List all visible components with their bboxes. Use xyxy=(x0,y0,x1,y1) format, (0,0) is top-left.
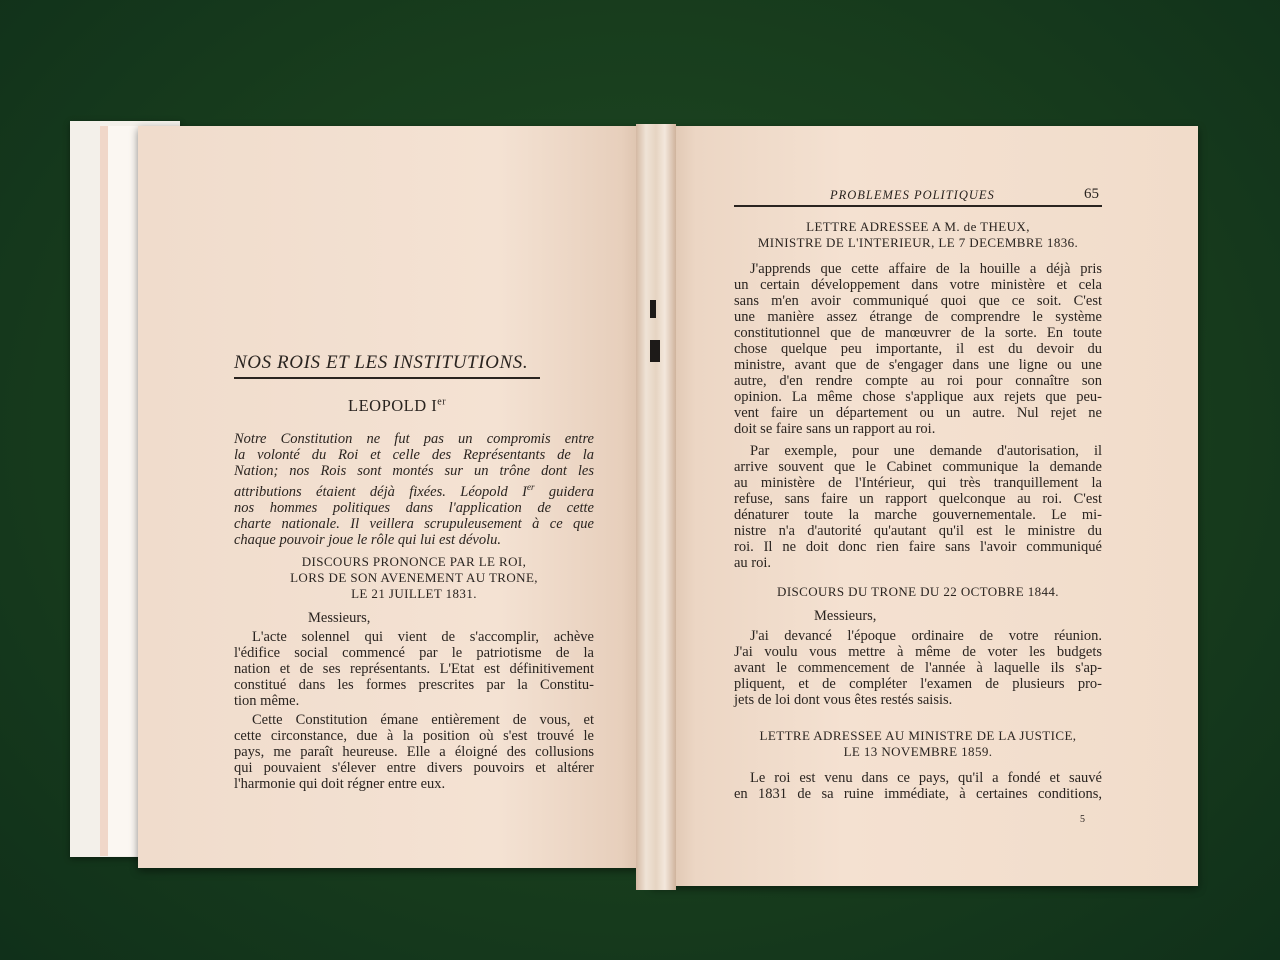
letter1b-line: roi. Il ne doit donc rien faire sans l'avoir communiqué xyxy=(734,539,1102,555)
intro-line: charte nationale. Il veillera scrupuleusement à ce que xyxy=(234,515,594,532)
letter1-line: constitutionnel que de manœuvrer de la sorte. En toute xyxy=(734,325,1102,341)
speech2-line: pliquent, et de compléter l'examen de plusieurs pro- xyxy=(734,676,1102,692)
letter1-paragraph-2 xyxy=(734,443,1102,571)
gutter-mark xyxy=(650,300,656,318)
letter1b-line: refuse, sans faire un rapport quelconque au roi. C'est xyxy=(734,491,1102,507)
speech2-line: J'ai voulu vous mettre à même de voter les budgets xyxy=(734,644,1102,660)
book-spine xyxy=(636,124,676,890)
speech-heading xyxy=(234,554,594,602)
letter1b-line: dénaturer toute la marche gouvernementale. Le mi- xyxy=(734,507,1102,523)
king-suffix: er xyxy=(437,396,447,408)
letter1-line: une manière assez étrange de comprendre le système xyxy=(734,309,1102,325)
letter1-line: ministre, avant que de s'engager dans une ligne ou une xyxy=(734,357,1102,373)
para2-line: Cette Constitution émane entièrement de vous, et xyxy=(252,712,594,728)
letter1-line: un certain développement dans votre ministère et cela xyxy=(734,277,1102,293)
intro-line: chaque pouvoir joue le rôle qui lui est dévolu. xyxy=(234,531,501,548)
intro-paragraph xyxy=(234,431,594,548)
king-heading xyxy=(348,396,446,416)
right-page xyxy=(652,126,1198,886)
king-name: LEOPOLD I xyxy=(348,396,438,415)
speech-heading-line: LORS DE SON AVENEMENT AU TRONE, xyxy=(290,570,538,585)
letter1-line: opinion. La même chose s'applique aux rejets que peu- xyxy=(734,389,1102,405)
letter1b-line: arrive souvent que le Cabinet communique la demande xyxy=(734,459,1102,475)
salutation: Messieurs, xyxy=(308,610,371,626)
speech-paragraph-2 xyxy=(234,712,594,792)
chapter-title-rule xyxy=(234,377,540,379)
signature-mark: 5 xyxy=(1080,814,1085,825)
letter2-line: Le roi est venu dans ce pays, qu'il a fondé et sauvé xyxy=(750,770,1102,786)
speech-heading-line: DISCOURS PRONONCE PAR LE ROI, xyxy=(301,554,527,569)
intro-line: nos hommes politiques dans l'application de cette xyxy=(234,499,594,516)
letter1b-line: Par exemple, pour une demande d'autorisation, il xyxy=(750,443,1102,459)
letter1-line: vent faire un département ou un autre. Nul rejet ne xyxy=(734,405,1102,421)
para1-line: tion même. xyxy=(234,693,300,709)
letter2-line: en 1831 de sa ruine immédiate, à certaines conditions, xyxy=(734,786,1102,802)
para1-line: l'édifice social commencé par le patriotisme de la xyxy=(234,645,594,661)
letter1-heading xyxy=(734,219,1102,251)
letter1-paragraph-1 xyxy=(734,261,1102,437)
running-head-rule xyxy=(734,205,1102,207)
para1-line: nation et de ses représentants. L'Etat est définitivement xyxy=(234,661,594,677)
page-number: 65 xyxy=(1084,186,1099,202)
speech2-line: J'ai devancé l'époque ordinaire de votre réunion. xyxy=(750,628,1102,644)
letter2-paragraph xyxy=(734,770,1102,802)
speech2-heading: DISCOURS DU TRONE DU 22 OCTOBRE 1844. xyxy=(777,584,1059,599)
para2-line: cette circonstance, due à la position où s'est trouvé le xyxy=(234,728,594,744)
letter1-line: doit se faire sans un rapport au roi. xyxy=(734,421,936,437)
para2-line: l'harmonie qui doit régner entre eux. xyxy=(234,776,446,792)
speech2-paragraph xyxy=(734,628,1102,708)
chapter-title: NOS ROIS ET LES INSTITUTIONS. xyxy=(234,352,529,373)
speech2-line: avant le commencement de l'année à laquelle ils s'ap- xyxy=(734,660,1102,676)
letter1b-line: nistre n'a d'autorité qu'autant qu'il est le ministre du xyxy=(734,523,1102,539)
intro-sup: er xyxy=(527,482,535,492)
intro-line-4 xyxy=(234,479,594,500)
left-page xyxy=(138,126,652,868)
letter1-line: sans m'en avoir communiqué quoi que ce soit. C'est xyxy=(734,293,1102,309)
para1-line: L'acte solennel qui vient de s'accomplir, achève xyxy=(252,629,594,645)
para2-line: pays, me paraît heureuse. Elle a éloigné des collusions xyxy=(234,744,594,760)
running-head: PROBLEMES POLITIQUES xyxy=(830,188,995,202)
letter2-heading-line: LETTRE ADRESSEE AU MINISTRE DE LA JUSTICE, xyxy=(759,728,1077,743)
letter1-heading-line: LETTRE ADRESSEE A M. de THEUX, xyxy=(806,219,1030,234)
intro-line-4-head: attributions étaient déjà fixées. Léopold I xyxy=(234,483,528,500)
letter1b-line: au roi. xyxy=(734,555,772,571)
para2-line: qui pouvaient s'élever entre divers pouvoirs et altérer xyxy=(234,760,594,776)
letter2-heading-line: LE 13 NOVEMBRE 1859. xyxy=(843,744,993,759)
speech-heading-line: LE 21 JUILLET 1831. xyxy=(351,586,477,601)
intro-line-4-tail: guidera xyxy=(534,483,595,500)
speech2-salutation: Messieurs, xyxy=(814,608,877,624)
letter1-line: chose quelque peu importante, il est du devoir du xyxy=(734,341,1102,357)
letter1-heading-line: MINISTRE DE L'INTERIEUR, LE 7 DECEMBRE 1836. xyxy=(757,235,1079,250)
intro-line: Notre Constitution ne fut pas un compromis entre xyxy=(234,431,594,447)
intro-line: Nation; nos Rois sont montés sur un trône dont les xyxy=(234,463,594,479)
para1-line: constitué dans les formes prescrites par la Constitu- xyxy=(234,677,594,693)
letter1b-line: au ministère de l'Intérieur, qui très tranquillement la xyxy=(734,475,1102,491)
letter2-heading xyxy=(734,728,1102,760)
gutter-mark xyxy=(650,340,660,362)
intro-line: la volonté du Roi et celle des Représentants de la xyxy=(234,447,594,463)
letter1-line: autre, d'en rendre compte au roi pour connaître son xyxy=(734,373,1102,389)
letter1-line: J'apprends que cette affaire de la houille a déjà pris xyxy=(750,261,1102,277)
speech2-line: jets de loi dont vous êtes restés saisis. xyxy=(734,692,953,708)
speech-paragraph-1 xyxy=(234,629,594,709)
